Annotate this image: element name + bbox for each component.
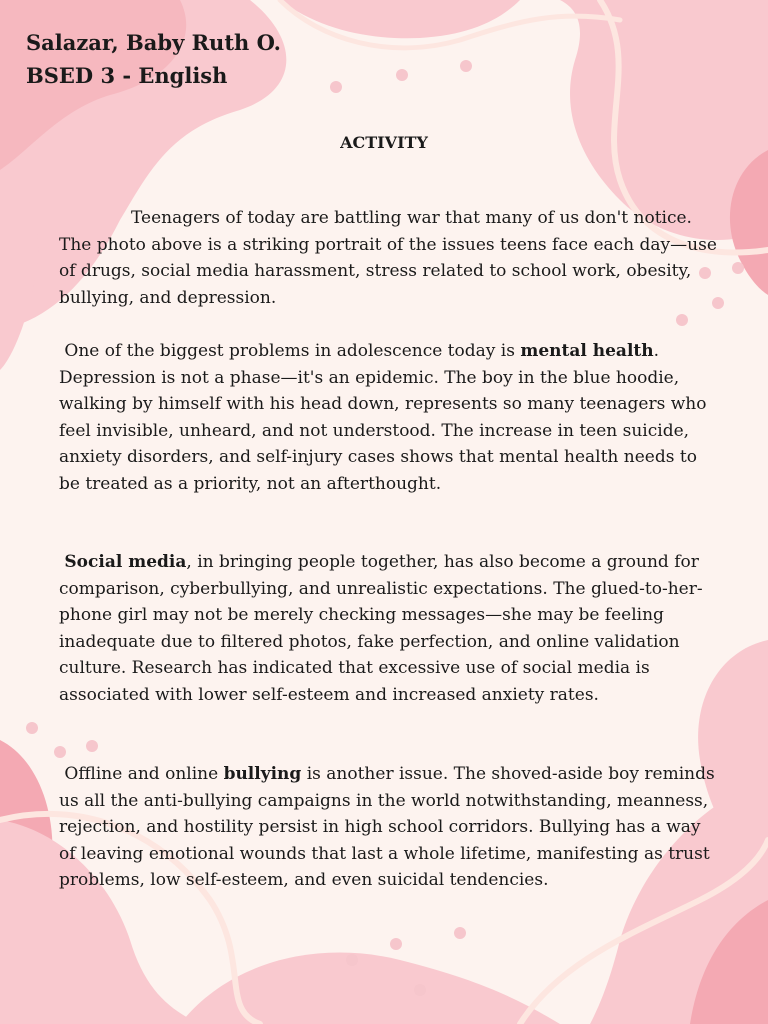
paragraph-social-media-after: , in bringing people together, has also become a ground for comparison, cyberbullying, and unrealistic expectations. The glued-to-her-phone girl may not be merely checking messages—she may be feeling inadequate due to filtered photos, fake perfection, and online validation culture. Research has indicated that excessive use of social media is associated with lower self-esteem and increased anxiety rates. [59, 552, 703, 705]
paragraph-intro-text: Teenagers of today are battling war that many of us don't notice. The photo above is a striking portrait of the issues teens face each day—use of drugs, social media harassment, stress related to school work, obesity, bullying, and depression. [59, 208, 717, 308]
highlight-social-media: Social media [64, 552, 187, 572]
paragraph-bullying-before: Offline and online [64, 764, 224, 784]
paragraph-intro [59, 205, 719, 311]
paragraph-mental-health-after: . Depression is not a phase—it's an epidemic. The boy in the blue hoodie, walking by himself with his head down, represents so many teenagers who feel invisible, unheard, and not understood. The increase in teen suicide, anxiety disorders, and self-injury cases shows that mental health needs to be treated as a priority, not an afterthought. [59, 341, 707, 494]
highlight-bullying: bullying [223, 764, 302, 784]
author-header [26, 26, 281, 92]
paragraph-social-media [59, 549, 719, 708]
author-course: BSED 3 - English [26, 63, 228, 88]
paragraph-mental-health-before: One of the biggest problems in adolescence today is [64, 341, 521, 361]
highlight-mental-health: mental health [520, 341, 654, 361]
author-name: Salazar, Baby Ruth O. [26, 30, 281, 55]
paragraph-bullying-after: is another issue. The shoved-aside boy reminds us all the anti-bullying campaigns in the world notwithstanding, meanness, rejection, and hostility persist in high school corridors. Bullying has a way of leaving emotional wounds that last a whole lifetime, manifesting as trust problems, low self-esteem, and even suicidal tendencies. [59, 764, 715, 890]
paragraph-mental-health [59, 338, 719, 497]
page-title: ACTIVITY [340, 133, 428, 152]
paragraph-bullying [59, 761, 719, 894]
